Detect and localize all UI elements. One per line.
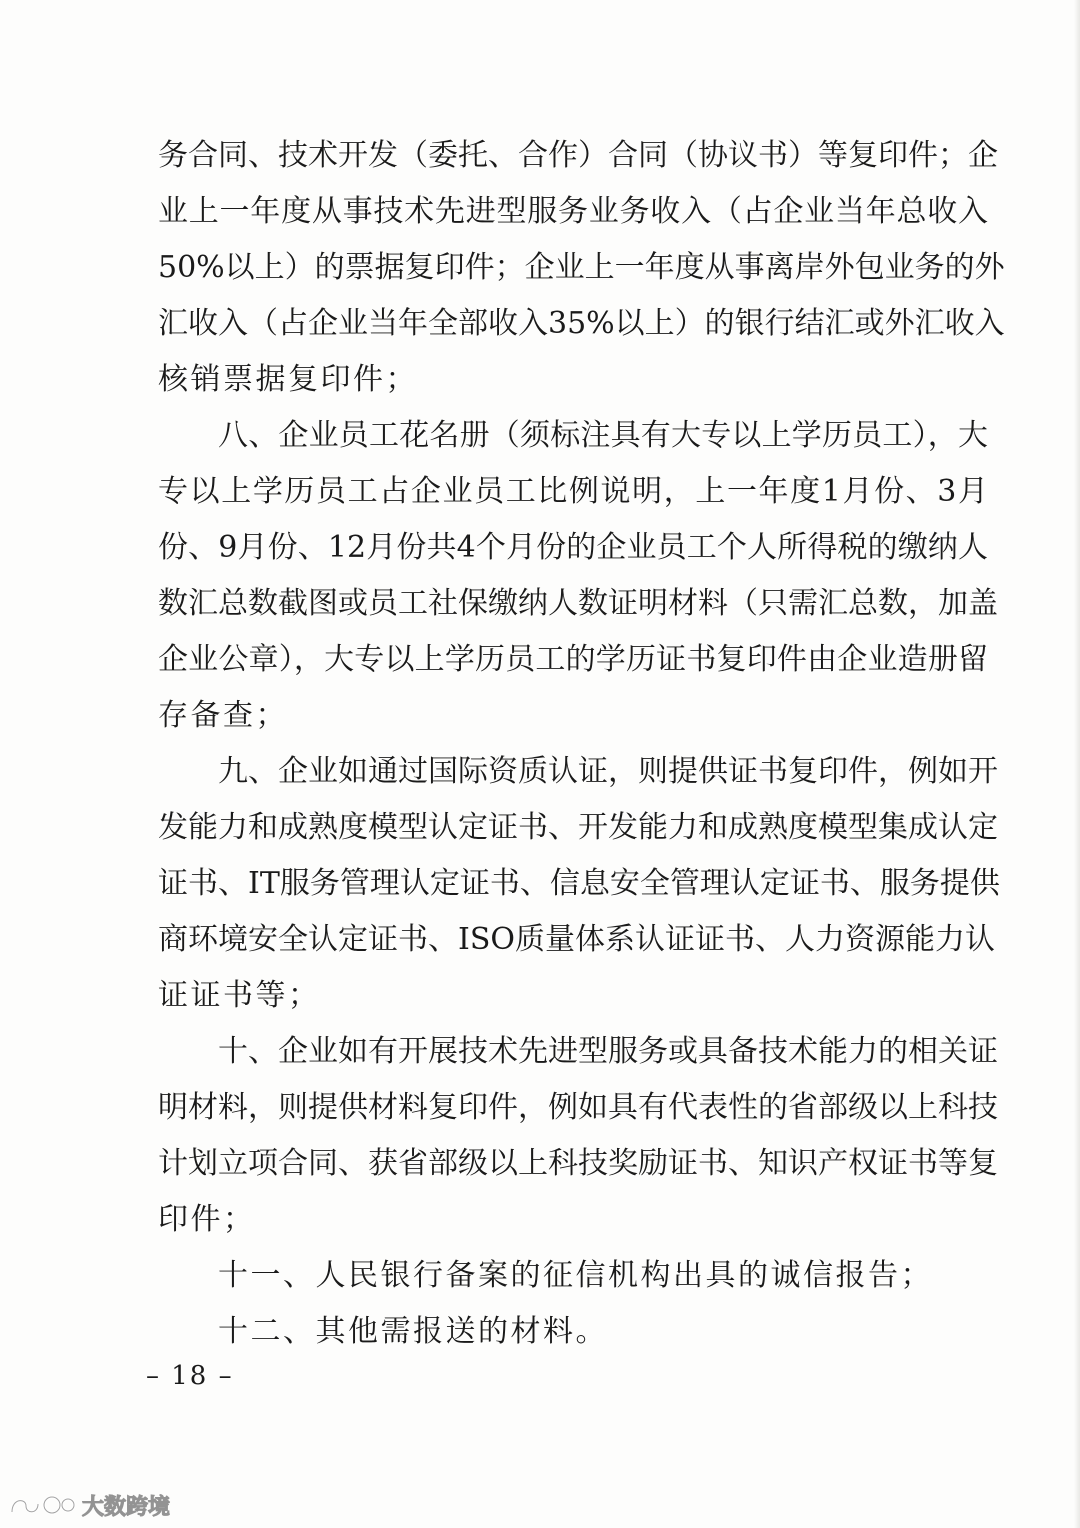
text-line: 汇收入（占企业当年全部收入35%以上）的银行结汇或外汇收入 — [158, 306, 1005, 341]
text-line: 印件； — [158, 1202, 256, 1237]
watermark-logo-icon — [6, 1490, 76, 1520]
scan-edge-shadow — [1074, 0, 1080, 1528]
text-line: 计划立项合同、获省部级以上科技奖励证书、知识产权证书等复 — [158, 1146, 998, 1181]
paragraph-11: 十一、人民银行备案的征信机构出具的诚信报告； — [218, 1258, 933, 1293]
document-body — [158, 128, 1005, 1360]
text-line: 数汇总数截图或员工社保缴纳人数证明材料（只需汇总数，加盖 — [158, 586, 998, 621]
text-line: 发能力和成熟度模型认定证书、开发能力和成熟度模型集成认定 — [158, 810, 998, 845]
text-line: 企业公章），大专以上学历员工的学历证书复印件由企业造册留 — [158, 642, 988, 677]
text-line: 证证书等； — [158, 978, 321, 1013]
paragraph-9-start: 九、企业如通过国际资质认证，则提供证书复印件，例如开 — [218, 754, 998, 789]
watermark-text: 大数跨境 — [82, 1494, 171, 1520]
paragraph-12: 十二、其他需报送的材料。 — [218, 1314, 608, 1349]
text-line: 份、9月份、12月份共4个月份的企业员工个人所得税的缴纳人 — [158, 530, 988, 565]
paragraph-8-start: 八、企业员工花名册（须标注具有大专以上学历员工），大 — [218, 418, 988, 453]
text-line: 存备查； — [158, 698, 288, 733]
page-number: – 18 – — [146, 1361, 234, 1391]
text-line: 明材料，则提供材料复印件，例如具有代表性的省部级以上科技 — [158, 1090, 998, 1125]
text-line: 业上一年度从事技术先进型服务业务收入（占企业当年总收入 — [158, 194, 988, 229]
text-line: 核销票据复印件； — [158, 362, 418, 397]
text-line: 证书、IT服务管理认定证书、信息安全管理认定证书、服务提供 — [158, 866, 1000, 901]
text-line: 50%以上）的票据复印件；企业上一年度从事离岸外包业务的外 — [158, 250, 1005, 285]
watermark — [6, 1488, 170, 1522]
paragraph-10-start: 十、企业如有开展技术先进型服务或具备技术能力的相关证 — [218, 1034, 998, 1069]
text-line: 专以上学历员工占企业员工比例说明，上一年度1月份、3月 — [158, 474, 988, 509]
text-line: 商环境安全认定证书、ISO质量体系认证证书、人力资源能力认 — [158, 922, 995, 957]
text-line: 务合同、技术开发（委托、合作）合同（协议书）等复印件；企 — [158, 138, 998, 173]
